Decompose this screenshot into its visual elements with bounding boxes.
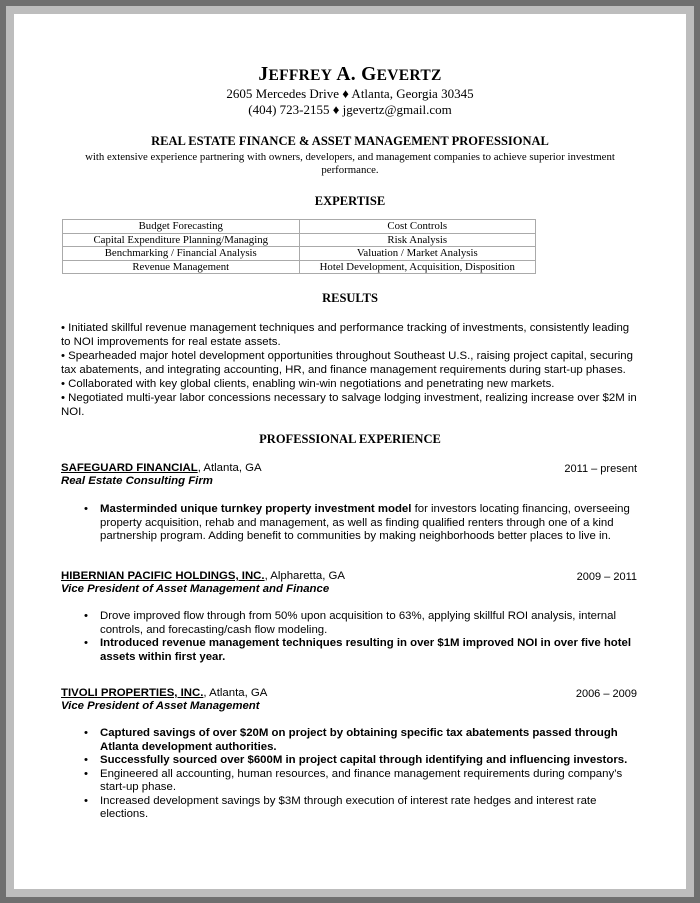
list-item: • Increased development savings by $3M through execution of interest rate hedges and interest rate elections. — [84, 794, 597, 820]
expertise-cell: Revenue Management — [63, 260, 300, 274]
resume-page — [14, 14, 686, 889]
expertise-cell: Budget Forecasting — [63, 220, 300, 234]
job-company: HIBERNIAN PACIFIC HOLDINGS, INC., Alpharetta, GA — [61, 570, 345, 582]
expertise-cell: Capital Expenditure Planning/Managing — [63, 233, 300, 247]
job-company: SAFEGUARD FINANCIAL, Atlanta, GA — [61, 462, 262, 474]
job-bullets — [84, 610, 652, 664]
table-row — [63, 220, 536, 234]
list-item: • Masterminded unique turnkey property investment model for investors locating financing, overseeing property acquisition, rehab and management, as well as finding qualified renters through one of a kind partnership program. Adding benefit to communities by making neighborhoods better places to live in. — [84, 503, 630, 542]
job-bullets — [84, 503, 652, 544]
job-dates: 2011 – present — [564, 463, 637, 475]
headline-tagline-cont: performance. — [321, 164, 379, 176]
expertise-cell: Cost Controls — [299, 220, 536, 234]
job-company: TIVOLI PROPERTIES, INC., Atlanta, GA — [61, 687, 268, 699]
expertise-cell: Valuation / Market Analysis — [299, 247, 536, 261]
candidate-name: JEFFREY A. GEVERTZ — [258, 64, 442, 85]
list-item: • Drove improved flow through from 50% upon acquisition to 63%, applying skillful ROI analysis, internal controls, and forecasting/cash flow modeling. — [84, 610, 616, 636]
table-row — [63, 233, 536, 247]
expertise-table — [62, 219, 536, 274]
contact-line: (404) 723-2155 ♦ jgevertz@gmail.com — [248, 102, 452, 117]
expertise-cell: Risk Analysis — [299, 233, 536, 247]
job-role: Real Estate Consulting Firm — [61, 475, 213, 487]
headline-title: REAL ESTATE FINANCE & ASSET MANAGEMENT PROFESSIONAL — [151, 134, 549, 148]
table-row — [63, 247, 536, 261]
list-item: • Spearheaded major hotel development opportunities throughout Southeast U.S., raising project capital, securing tax abatements, and integrating accounting, HR, and finance management requirements during start-up phases. — [61, 350, 633, 376]
address-line: 2605 Mercedes Drive ♦ Atlanta, Georgia 30345 — [226, 86, 474, 101]
job-bullets — [84, 727, 652, 822]
experience-heading: PROFESSIONAL EXPERIENCE — [259, 432, 441, 446]
list-item: • Introduced revenue management techniques resulting in over $1M improved NOI in over five hotel assets within first year. — [84, 637, 632, 663]
expertise-heading: EXPERTISE — [314, 194, 386, 208]
results-heading: RESULTS — [322, 291, 378, 305]
list-item: • Captured savings of over $20M on project by obtaining specific tax abatements passed through Atlanta development authorities. — [84, 727, 618, 753]
job-role: Vice President of Asset Management — [61, 700, 260, 712]
list-item: • Engineered all accounting, human resources, and finance management requirements during company’s start-up phase. — [84, 767, 623, 793]
expertise-cell: Hotel Development, Acquisition, Disposition — [299, 260, 536, 274]
job-dates: 2006 – 2009 — [575, 688, 637, 700]
job-role: Vice President of Asset Management and Finance — [61, 583, 330, 595]
table-row — [63, 260, 536, 274]
list-item: • Negotiated multi-year labor concessions necessary to salvage lodging investment, realizing increase over $2M in NOI. — [61, 392, 637, 418]
expertise-cell: Benchmarking / Financial Analysis — [63, 247, 300, 261]
list-item: • Initiated skillful revenue management techniques and performance tracking of investments, consistently leading to NOI improvements for real estate assets. — [61, 322, 630, 348]
list-item: • Collaborated with key global clients, enabling win-win negotiations and penetrating new markets. — [61, 378, 555, 390]
list-item: • Successfully sourced over $600M in project capital through identifying and influencing investors. — [84, 754, 628, 766]
headline-tagline: with extensive experience partnering with owners, developers, and management companies to achieve superior investment — [85, 151, 615, 163]
job-dates: 2009 – 2011 — [576, 571, 637, 583]
